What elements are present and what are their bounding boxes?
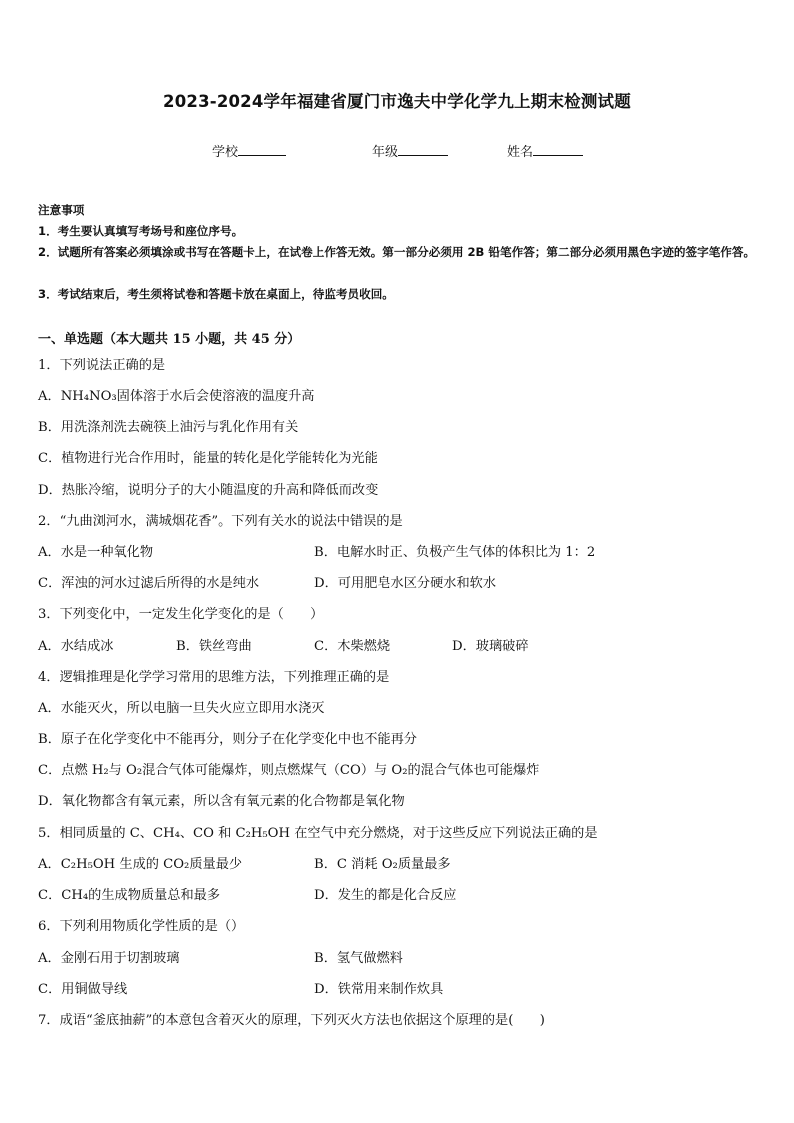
q4-option-a: A．水能灭火，所以电脑一旦失火应立即用水浇灭 — [38, 701, 325, 716]
q4-stem: 4．逻辑推理是化学学习常用的思维方法，下列推理正确的是 — [38, 670, 390, 685]
q5-stem: 5．相同质量的 C、CH₄、CO 和 C₂H₅OH 在空气中充分燃烧，对于这些反应下列说法正确的是 — [38, 826, 598, 841]
q5-option-a: A．C₂H₅OH 生成的 CO₂质量最少 — [38, 857, 243, 872]
q2-option-d: D．可用肥皂水区分硬水和软水 — [314, 576, 497, 591]
q3-option-c: C．木柴燃烧 — [314, 639, 391, 654]
q5-option-b: B．C 消耗 O₂质量最多 — [314, 857, 451, 872]
q3-option-d: D．玻璃破碎 — [452, 639, 529, 654]
q3-stem: 3．下列变化中，一定发生化学变化的是（ ） — [38, 607, 324, 622]
notice-heading: 注意事项 — [38, 203, 85, 217]
grade-label: 年级 — [372, 145, 399, 160]
notice-item-1: 1．考生要认真填写考场号和座位序号。 — [38, 224, 244, 238]
name-label: 姓名 — [507, 145, 534, 160]
section-heading: 一、单选题（本大题共 15 小题，共 45 分） — [38, 332, 301, 347]
q1-option-d: D．热胀冷缩，说明分子的大小随温度的升高和降低而改变 — [38, 483, 379, 498]
name-blank[interactable] — [533, 142, 583, 156]
q7-stem: 7．成语“釜底抽薪”的本意包含着灭火的原理，下列灭火方法也依据这个原理的是( ) — [38, 1013, 545, 1028]
grade-field — [372, 141, 448, 160]
name-field — [507, 141, 583, 160]
school-blank[interactable] — [238, 142, 286, 156]
q1-option-a: A．NH₄NO₃固体溶于水后会使溶液的温度升高 — [38, 389, 315, 404]
q5-option-c: C．CH₄的生成物质量总和最多 — [38, 888, 221, 903]
q2-stem: 2．“九曲浏河水，满城烟花香”。下列有关水的说法中错误的是 — [38, 514, 403, 529]
q4-option-c: C．点燃 H₂与 O₂混合气体可能爆炸，则点燃煤气（CO）与 O₂的混合气体也可能爆炸 — [38, 763, 540, 778]
q6-option-b: B．氢气做燃料 — [314, 951, 403, 966]
q6-option-a: A．金刚石用于切割玻璃 — [38, 951, 180, 966]
q4-option-b: B．原子在化学变化中不能再分，则分子在化学变化中也不能再分 — [38, 732, 417, 747]
notice-item-2: 2．试题所有答案必须填涂或书写在答题卡上，在试卷上作答无效。第一部分必须用 2B 铅笔作答；第二部分必须用黑色字迹的签字笔作答。 — [38, 245, 756, 259]
page-title: 2023-2024学年福建省厦门市逸夫中学化学九上期末检测试题 — [163, 92, 631, 111]
q2-option-c: C．浑浊的河水过滤后所得的水是纯水 — [38, 576, 260, 591]
q3-option-b: B．铁丝弯曲 — [176, 639, 252, 654]
q1-stem: 1．下列说法正确的是 — [38, 358, 166, 373]
grade-blank[interactable] — [398, 142, 448, 156]
q1-option-b: B．用洗涤剂洗去碗筷上油污与乳化作用有关 — [38, 420, 299, 435]
school-field — [212, 141, 286, 160]
q2-option-a: A．水是一种氧化物 — [38, 545, 154, 560]
q6-option-c: C．用铜做导线 — [38, 982, 128, 997]
q1-option-c: C．植物进行光合作用时，能量的转化是化学能转化为光能 — [38, 451, 378, 466]
notice-item-3: 3．考试结束后，考生须将试卷和答题卡放在桌面上，待监考员收回。 — [38, 287, 394, 301]
q6-option-d: D．铁常用来制作炊具 — [314, 982, 444, 997]
q4-option-d: D．氧化物都含有氧元素，所以含有氧元素的化合物都是氧化物 — [38, 794, 405, 809]
school-label: 学校 — [212, 145, 239, 160]
q5-option-d: D．发生的都是化合反应 — [314, 888, 457, 903]
q6-stem: 6．下列利用物质化学性质的是（） — [38, 919, 245, 934]
q3-option-a: A．水结成冰 — [38, 639, 114, 654]
q2-option-b: B．电解水时正、负极产生气体的体积比为 1：2 — [314, 545, 596, 560]
